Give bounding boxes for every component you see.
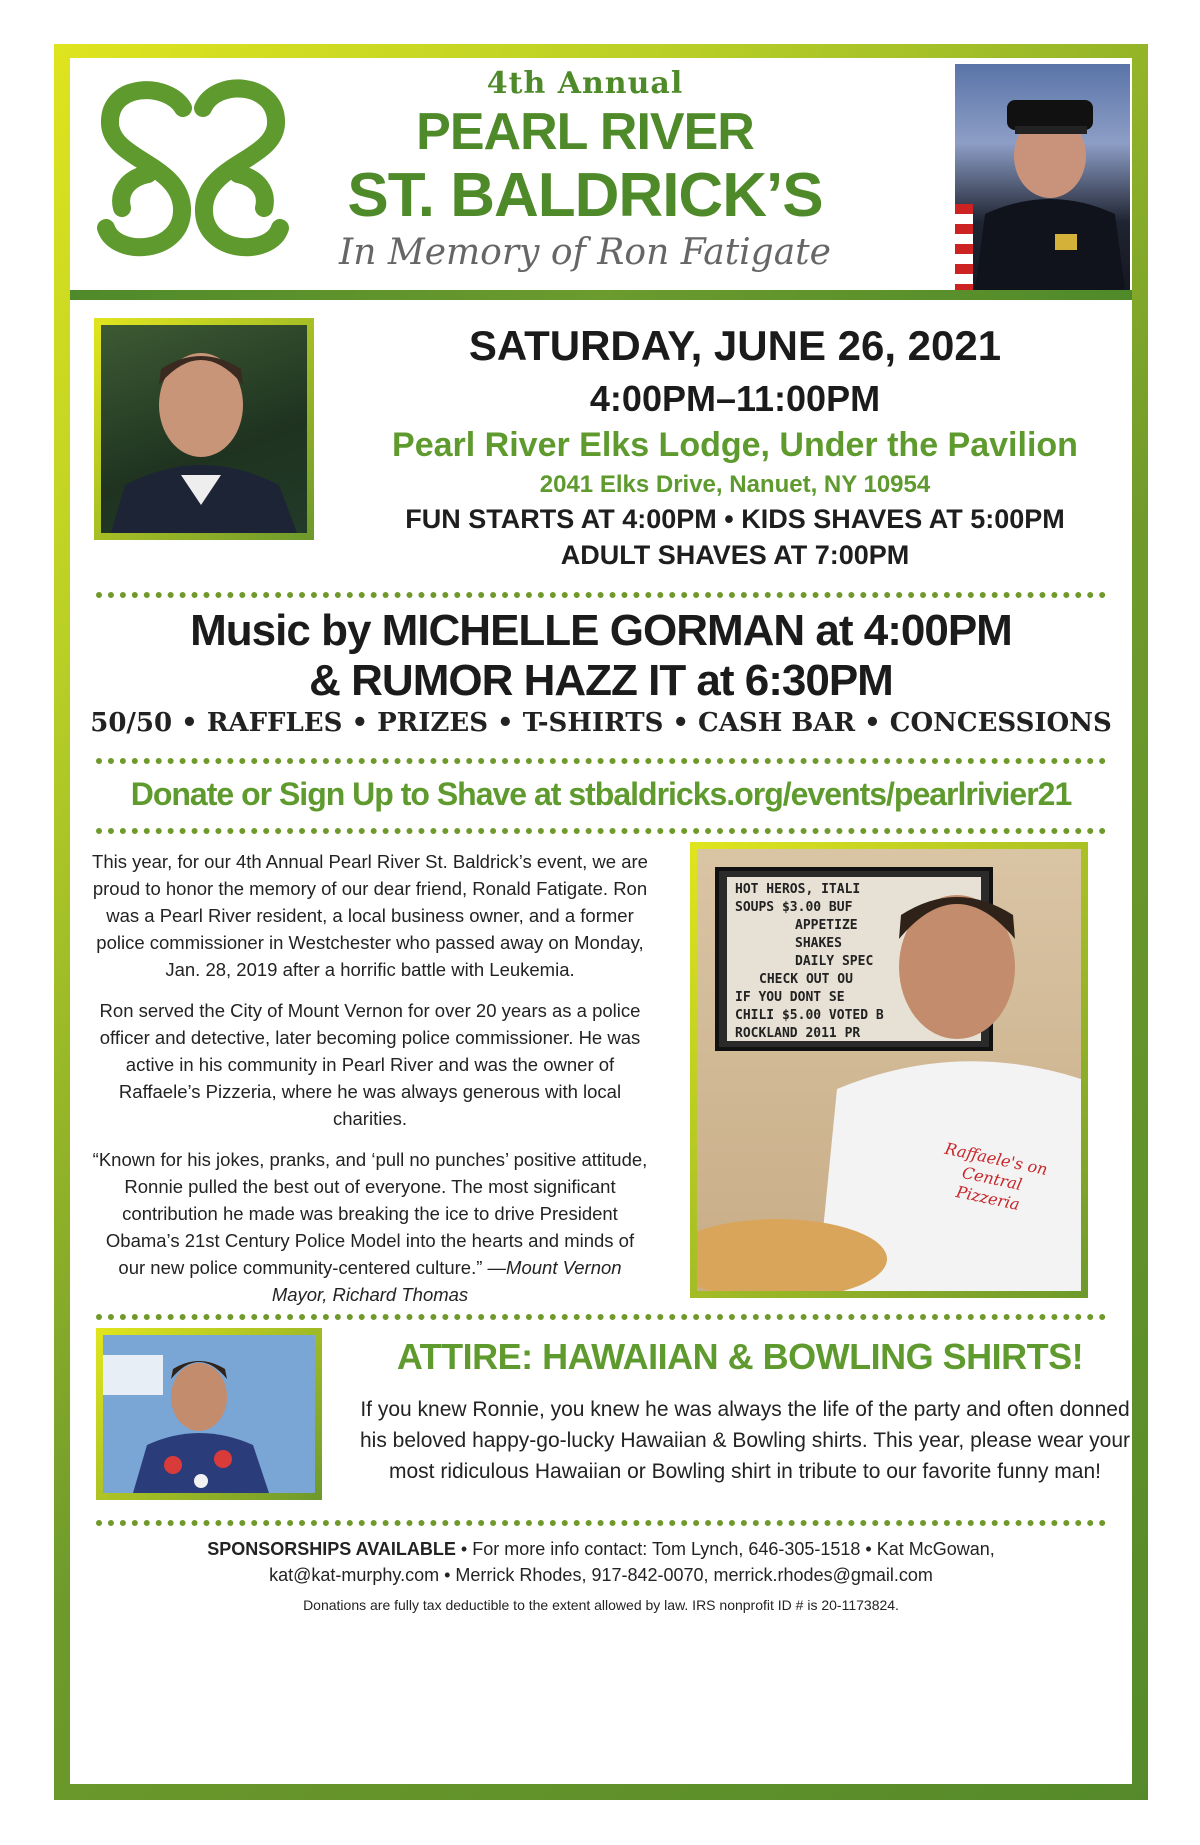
quote-text: “Known for his jokes, pranks, and ‘pull no punches’ positive attitude, Ronnie pulled the best out of everyone. The most significant contribution he made was breaking the ice to drive President Obama’s 21st Century Police Model into the hearts and minds of our new police community-centered culture.” xyxy=(92,1149,648,1278)
features-list: 50/50 • RAFFLES • PRIZES • T-SHIRTS • CASH BAR • CONCESSIONS xyxy=(90,708,1112,738)
sign-line: ROCKLAND 2011 PR xyxy=(735,1026,861,1041)
story-paragraph-2: Ron served the City of Mount Vernon for over 20 years as a police officer and detective, later becoming police commissioner. He was active in his community in Pearl River and was the owner of Raffaele’s Pizzeria, where he was always generous with local charities. xyxy=(99,1000,641,1129)
sign-line: IF YOU DONT SE xyxy=(735,990,845,1005)
ron-portrait-photo xyxy=(94,318,314,540)
header-memorial: In Memory of Ron Fatigate xyxy=(339,232,831,273)
event-venue: Pearl River Elks Lodge, Under the Pavilion xyxy=(392,426,1078,464)
contact-line-2[interactable]: kat@kat-murphy.com • Merrick Rhodes, 917-842-0070, merrick.rhodes@gmail.com xyxy=(269,1565,933,1585)
sign-line: SHAKES xyxy=(795,936,842,951)
st-baldricks-logo xyxy=(88,68,298,280)
header-divider xyxy=(70,290,1132,300)
event-date: SATURDAY, JUNE 26, 2021 xyxy=(468,322,1002,369)
dotted-divider xyxy=(96,758,1106,764)
dotted-divider xyxy=(96,828,1106,834)
ron-portrait-figure xyxy=(101,325,307,533)
sign-line: DAILY SPEC xyxy=(795,954,874,969)
attire-title: ATTIRE: HAWAIIAN & BOWLING SHIRTS! xyxy=(396,1336,1084,1377)
header-town: PEARL RIVER xyxy=(416,103,754,161)
music-line-1: Music by MICHELLE GORMAN at 4:00PM xyxy=(190,606,1012,655)
sign-line: CHILI $5.00 VOTED B xyxy=(735,1008,884,1023)
dotted-divider xyxy=(96,1520,1106,1526)
sign-line: APPETIZE xyxy=(795,918,858,933)
ron-hawaiian-shirt-photo xyxy=(96,1328,322,1500)
tribute-story xyxy=(90,848,650,1322)
ron-hawaiian-figure xyxy=(103,1335,315,1493)
contact-line-1 xyxy=(90,1536,1112,1562)
event-time: 4:00PM–11:00PM xyxy=(589,378,881,419)
sign-line: HOT HEROS, ITALI xyxy=(735,882,861,897)
officer-silhouette xyxy=(955,64,1130,290)
ron-pizzeria-figure xyxy=(697,849,1081,1291)
sponsorship-contact xyxy=(90,1536,1112,1588)
sign-line: SOUPS $3.00 BUF xyxy=(735,900,853,915)
music-line-2: & RUMOR HAZZ IT at 6:30PM xyxy=(309,656,893,705)
story-quote xyxy=(90,1146,650,1308)
story-paragraph-1: This year, for our 4th Annual Pearl River St. Baldrick’s event, we are proud to honor the memory of our dear friend, Ronald Fatigate. Ron was a Pearl River resident, a local business owner, and a former police commissioner in Westchester who passed away on Monday, Jan. 28, 2019 after a horrific battle with Leukemia. xyxy=(92,851,648,980)
contact-text: • For more info contact: Tom Lynch, 646-305-1518 • Kat McGowan, xyxy=(455,1539,995,1559)
dotted-divider xyxy=(96,1314,1106,1320)
american-flag-graphic xyxy=(955,204,973,290)
quote-attribution: —Mount Vernon Mayor, Richard Thomas xyxy=(271,1257,622,1305)
header-event-name: ST. BALDRICK’S xyxy=(347,161,823,230)
shirt-logo-text: Raffaele's on Central Pizzeria xyxy=(943,1138,1050,1215)
sponsorships-label: SPONSORSHIPS AVAILABLE xyxy=(207,1539,456,1559)
tax-note: Donations are fully tax deductible to the extent allowed by law. IRS nonprofit ID # is 20-1173824. xyxy=(303,1597,899,1613)
flyer-frame xyxy=(54,44,1148,1800)
donate-link[interactable]: Donate or Sign Up to Shave at stbaldricks.org/events/pearlrivier21 xyxy=(130,776,1072,812)
header-edition: 4th Annual xyxy=(486,66,684,101)
dotted-divider xyxy=(96,592,1106,598)
event-schedule: FUN STARTS AT 4:00PM • KIDS SHAVES AT 5:00PM xyxy=(405,504,1065,534)
header xyxy=(70,58,1132,290)
sign-line: CHECK OUT OU xyxy=(759,972,853,987)
pizzeria-photo xyxy=(690,842,1088,1298)
attire-body: If you knew Ronnie, you knew he was always the life of the party and often donned his beloved happy-go-lucky Hawaiian & Bowling shirts. This year, please wear your most ridiculous Hawaiian or Bowling shirt in tribute to our favorite funny man! xyxy=(360,1398,1130,1483)
event-adult-shaves: ADULT SHAVES AT 7:00PM xyxy=(560,540,910,570)
flyer-body xyxy=(70,58,1132,1784)
police-portrait-photo xyxy=(955,64,1130,290)
event-address: 2041 Elks Drive, Nanuet, NY 10954 xyxy=(539,471,931,498)
